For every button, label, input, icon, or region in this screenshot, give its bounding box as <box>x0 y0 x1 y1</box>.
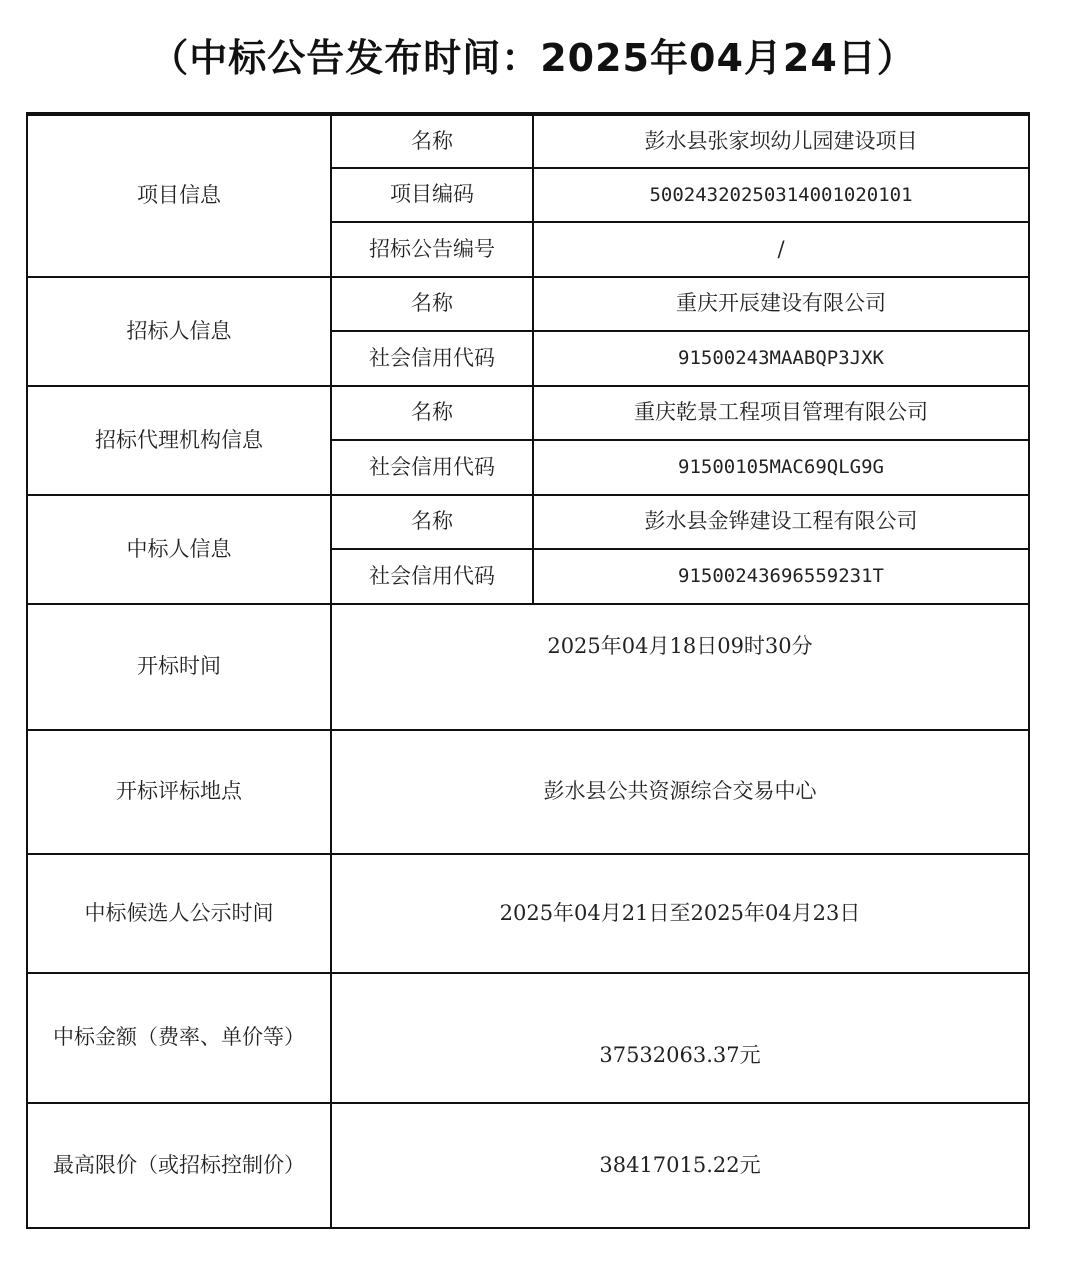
field-label: 名称 <box>331 386 533 440</box>
publicity-value: 2025年04月21日至2025年04月23日 <box>331 854 1029 973</box>
page-title: （中标公告发布时间：2025年04月24日） <box>150 36 916 80</box>
table-row <box>27 604 1029 730</box>
amount-value: 37532063.37元 <box>331 973 1029 1103</box>
table-row <box>27 1103 1029 1228</box>
location-label: 开标评标地点 <box>27 730 331 854</box>
table-row <box>27 730 1029 854</box>
table-row <box>27 386 1029 440</box>
field-label: 名称 <box>331 495 533 549</box>
table-row <box>27 495 1029 549</box>
max-price-value: 38417015.22元 <box>331 1103 1029 1228</box>
max-price-label: 最高限价（或招标控制价） <box>27 1103 331 1228</box>
tenderer-name: 重庆开辰建设有限公司 <box>533 277 1029 331</box>
table-row <box>27 277 1029 331</box>
field-label: 名称 <box>331 277 533 331</box>
section-tenderer-info: 招标人信息 <box>27 277 331 386</box>
project-code: 500243202503140010201​01 <box>533 168 1029 222</box>
project-name: 彭水县张家坝幼儿园建设项目 <box>533 114 1029 168</box>
field-label: 招标公告编号 <box>331 222 533 277</box>
notice-number: / <box>533 222 1029 277</box>
field-label: 项目编码 <box>331 168 533 222</box>
table-row <box>27 973 1029 1103</box>
table-row <box>27 854 1029 973</box>
field-label: 社会信用代码 <box>331 440 533 495</box>
tenderer-credit-code: 91500243MAABQP3JXK <box>533 331 1029 386</box>
award-notice-table <box>26 112 1030 1229</box>
agency-credit-code: 91500105MAC69QLG9G <box>533 440 1029 495</box>
field-label: 名称 <box>331 114 533 168</box>
winner-credit-code: 915002436965592​31T <box>533 549 1029 604</box>
section-project-info: 项目信息 <box>27 114 331 277</box>
section-agency-info: 招标代理机构信息 <box>27 386 331 495</box>
section-winner-info: 中标人信息 <box>27 495 331 604</box>
field-label: 社会信用代码 <box>331 331 533 386</box>
field-label: 社会信用代码 <box>331 549 533 604</box>
publicity-label: 中标候选人公示时间 <box>27 854 331 973</box>
opening-time-value: 2025年04月18日09时30分 <box>331 604 1029 730</box>
amount-label: 中标金额（费率、单价等） <box>27 973 331 1103</box>
table-row <box>27 114 1029 168</box>
agency-name: 重庆乾景工程项目管理有限公司 <box>533 386 1029 440</box>
opening-time-label: 开标时间 <box>27 604 331 730</box>
winner-name: 彭水县金铧建设工程有限公司 <box>533 495 1029 549</box>
location-value: 彭水县公共资源综合交易中心 <box>331 730 1029 854</box>
